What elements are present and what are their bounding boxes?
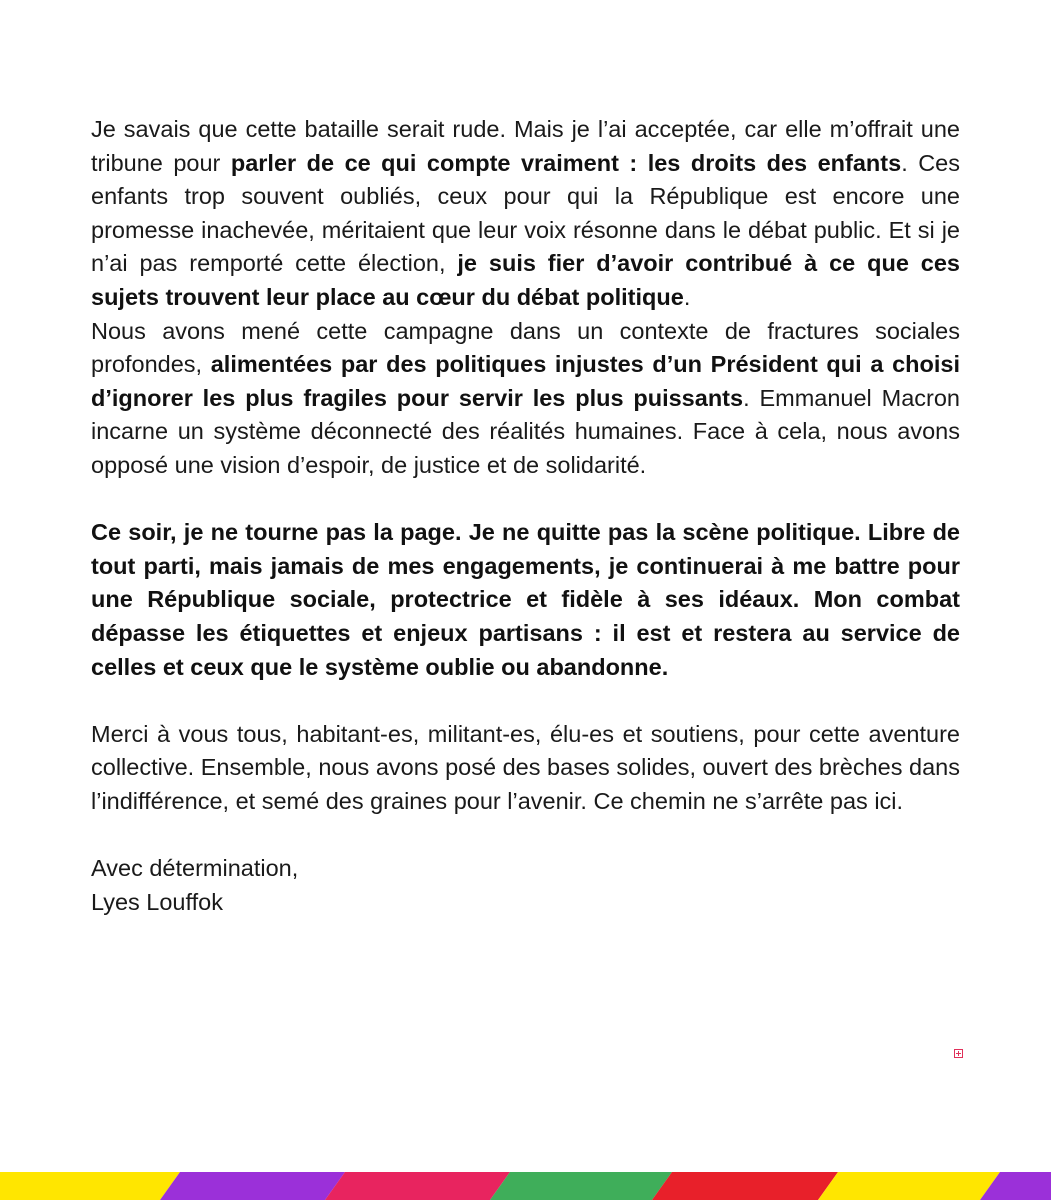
stripe-segment xyxy=(490,1172,672,1200)
emphasis-text: alimentées par des politiques injustes d’un Président qui a choisi d’ignorer les plus fragiles pour servir les plus puissants xyxy=(91,351,960,411)
paragraph-spacer xyxy=(91,483,960,517)
expand-plus-icon xyxy=(954,1049,963,1058)
text-segment: . Ces enfants trop souvent oubliés, ceux pour qui la République est encore une promesse inachevée, méritaient que leur voix résonne dans le débat public. Et si je n’ai pas remporté cette élection, xyxy=(91,149,960,277)
text-segment: Je savais que cette bataille serait rude. Mais je l’ai acceptée, car elle m’offrait une tribune pour xyxy=(91,116,960,176)
paragraph-commitment xyxy=(91,516,960,684)
paragraph-campaign-context xyxy=(91,315,960,483)
paragraph-children-rights xyxy=(91,113,960,315)
letter-body xyxy=(91,113,960,919)
stripe-segment xyxy=(160,1172,345,1200)
emphasis-text: parler de ce qui compte vraiment : les droits des enfants xyxy=(230,149,902,176)
color-stripe-band xyxy=(0,1172,1051,1200)
text-segment: Nous avons mené cette campagne dans un contexte de fractures sociales profondes, xyxy=(91,317,960,378)
text-segment: . Emmanuel Macron incarne un système déconnecté des réalités humaines. Face à cela, nous avons opposé une vision d’espoir, de justice et de solidarité. xyxy=(91,384,960,478)
closing-line: Avec détermination, xyxy=(91,855,299,882)
emphasis-text: Ce soir, je ne tourne pas la page. Je ne quitte pas la scène politique. Libre de tout parti, mais jamais de mes engagements, je continuerai à me battre pour une République sociale, protectrice et fidèle à ses idéaux. Mon combat dépasse les étiquettes et enjeux partisans : il est et restera au service de celles et ceux que le système oublie ou abandonne. xyxy=(91,519,960,680)
paragraph-thanks: Merci à vous tous, habitant-es, militant-es, élu-es et soutiens, pour cette aventure collective. Ensemble, nous avons posé des bases solides, ouvert des brèches dans l’indifférence, et semé des graines pour l’avenir. Ce chemin ne s’arrête pas ici. xyxy=(91,720,960,814)
text-segment: . xyxy=(683,283,691,310)
stripe-segment xyxy=(0,1172,180,1200)
stripe-segment xyxy=(652,1172,838,1200)
stripe-segment xyxy=(325,1172,510,1200)
paragraph-spacer xyxy=(91,684,960,718)
signature-name: Lyes Louffok xyxy=(91,888,223,915)
emphasis-text: je suis fier d’avoir contribué à ce que ces sujets trouvent leur place au cœur du débat politique xyxy=(91,250,960,310)
paragraph-spacer xyxy=(91,818,960,852)
stripe-segment xyxy=(818,1172,1000,1200)
